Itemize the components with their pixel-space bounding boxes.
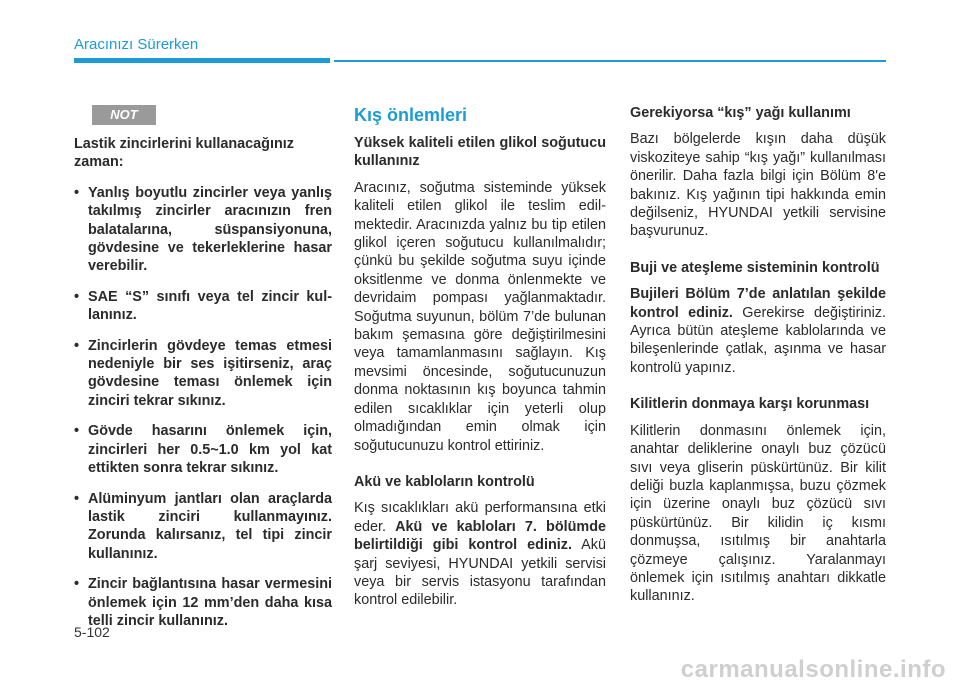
note-intro: Lastik zincirlerini kullanacağınız zaman: [74,136,294,171]
note-bullet: • Zincir bağlantısına hasar vermesini önlemek için 12 mm’den daha kısa telli zincir kullanınız. [74,575,332,630]
battery-body-part2: Akü şarj seviyesi, HYUNDAI yetkili servisi veya bir servis istasyonu tarafından kontrol edilebilir. [354,537,606,609]
winter-title: Kış önlemleri [354,105,468,125]
coolant-heading: Yüksek kaliteli etilen glikol soğutucu kullanınız [354,135,606,170]
spark-body [630,285,886,377]
note-bullet: • Zincirlerin gövdeye temas etmesi nedeniyle bir ses işitirseniz, araç gövdesine teması önlemek için zinciri tekrar sıkınız. [74,337,332,411]
coolant-body: Aracınız, soğutma sisteminde yüksek kaliteli etilen glikol ile teslim edilmektedir. Aracınızda yalnız bu tip etilen glikol içeren soğutucu kullanılmalıdır; çünkü bu şekilde soğutma suyu içinde oksitlenme ve donma önlenmekte ve devridaim pompası yağlanmaktadır. Soğutma suyunun, bölüm 7’de bulunan bakım şemasına göre değiştirilmesini veya tamamlanmasını sağlayın. Kış mevsimi öncesinde, soğutucunuzun donma noktasının kış boyunca tahmin edilen sıcaklıklar için yeterli olup olmadığından emin olmak için soğutucunuzu kontrol ettiriniz. [354,179,606,454]
column-middle [354,100,606,610]
lock-heading: Kilitlerin donmaya karşı korunması [630,396,870,413]
note-bullet: • Yanlış boyutlu zincirler veya yanlış takılmış zincirler aracınızın fren balatalarına, süspansiyonuna, gövdesine ve tekerleklerine hasar verebilir. [74,184,332,276]
column-left [74,100,332,630]
page-number: 5-102 [74,624,110,640]
battery-body-part1: Kış sıcaklıkları akü performansına etki eder. [354,500,606,535]
section-title: Aracınızı Sürerken [74,36,199,53]
note-bullet-list [74,184,332,631]
header-rule-thick [74,58,330,63]
spark-body-bold: Bujileri Bölüm 7’de anlatılan şekilde kontrol ediniz. [630,286,886,321]
note-bullet: • Gövde hasarını önlemek için, zincirleri her 0.5~1.0 km yol kat ettikten sonra tekrar sıkınız. [74,422,332,477]
note-bullet: • SAE “S” sınıfı veya tel zincir kullanınız. [74,288,332,325]
battery-body [354,499,606,609]
note-bullet: • Alüminyum jantları olan araçlarda lastik zinciri kullanmayınız. Zorunda kalırsanız, tel tipi zincir kullanınız. [74,490,332,564]
battery-heading: Akü ve kabloların kontrolü [354,473,535,490]
lock-body: Kilitlerin donmasını önlemek için, anahtar deliklerine onaylı buz çözücü sıvı veya gliserin püskürtünüz. Bir kilit deliği buzla kaplanmışsa, buzu çözmek için üzerine onaylı buz çözücü sıvı püskürtünüz. Bir kilidin iç kısmı donmuşsa, ısıtılmış bir anahtarla çözmeye çalışınız. Yaralanmayı önlemek için ısıtılmış anahtarı dikkatle kullanınız. [630,422,886,605]
header-rule-thin [334,60,886,62]
battery-body-bold: Akü ve kabloları 7. bölümde belirtildiği gibi kontrol ediniz. [354,518,606,554]
oil-heading: Gerekiyorsa “kış” yağı kullanımı [630,105,851,121]
column-right [630,100,886,606]
spark-heading: Buji ve ateşleme sisteminin kontrolü [630,259,880,276]
oil-body: Bazı bölgelerde kışın daha düşük viskoziteye sahip “kış yağı” kullanılması önerilir. Daha fazla bilgi için Bölüm 8'e bakınız. Kış yağının tipi hakkında emin değilseniz, HYUNDAI yetkili servisine başvurunuz. [630,131,886,240]
spark-body-text: Gerekirse değiştiriniz. Ayrıca bütün ateşleme kablolarında ve bileşenlerinde çatlak, aşınma ve hasar kontrolü yapınız. [630,304,886,376]
watermark: carmanualsonline.info [680,656,946,683]
not-badge: NOT [92,105,156,125]
